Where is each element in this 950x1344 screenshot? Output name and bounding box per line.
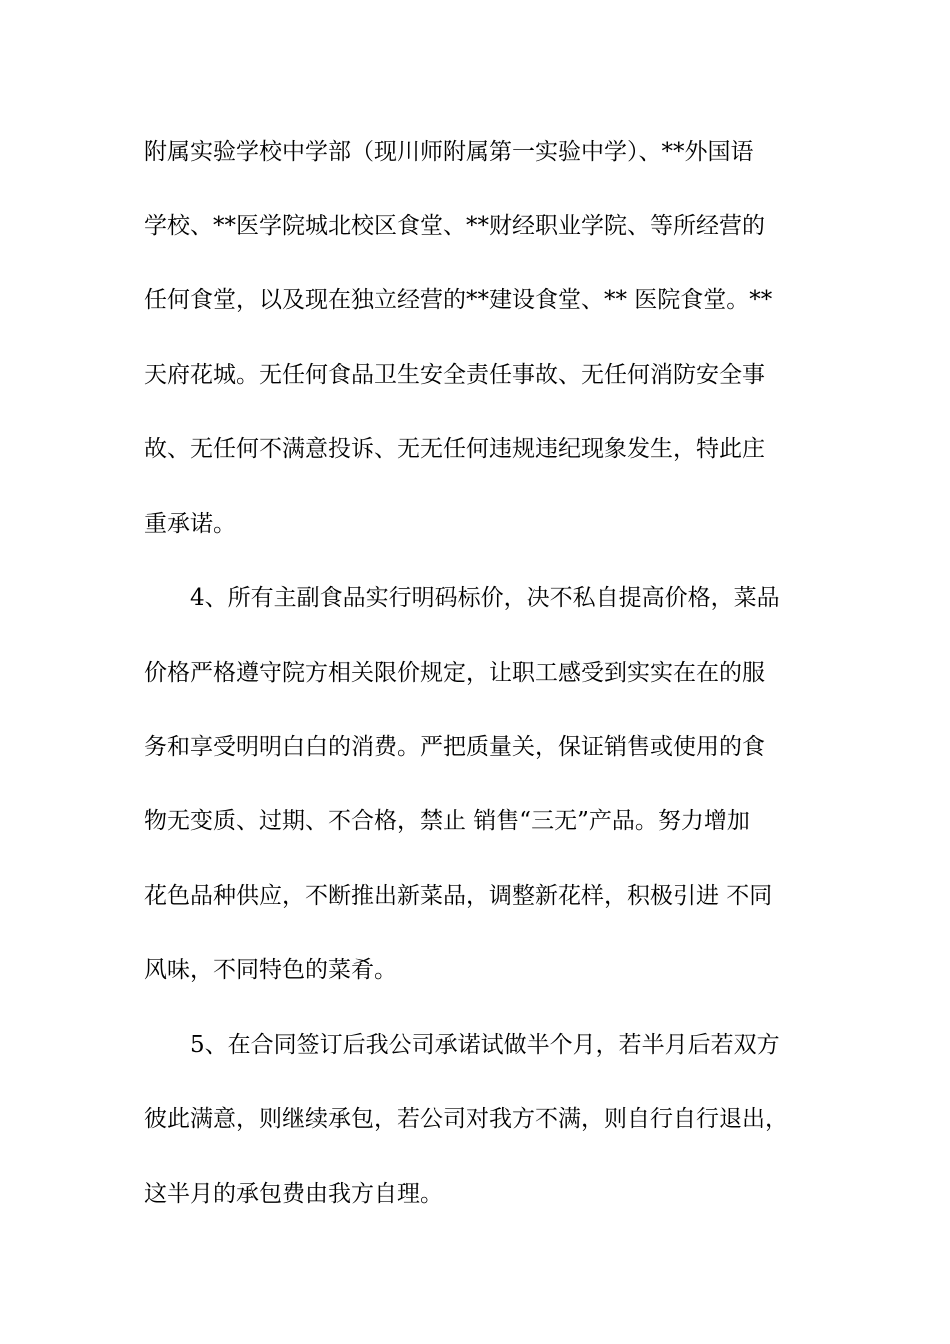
text-line: 彼此满意，则继续承包，若公司对我方不满，则自行自行退出， bbox=[144, 1106, 788, 1132]
text-line: 价格严格遵守院方相关限价规定，让职工感受到实实在在的服 bbox=[144, 660, 765, 686]
text-line: 花色品种供应，不断推出新菜品，调整新花样，积极引进 不同 bbox=[144, 883, 773, 909]
text-line: 天府花城。无任何食品卫生安全责任事故、无任何消防安全事 bbox=[144, 362, 765, 388]
paragraph-4-first-line: 4、所有主副食品实行明码标价，决不私自提高价格，菜品 bbox=[190, 585, 780, 611]
text-line: 重承诺。 bbox=[144, 511, 236, 537]
text-line: 故、无任何不满意投诉、无无任何违规违纪现象发生，特此庄 bbox=[144, 436, 765, 462]
text-line: 学校、**医学院城北校区食堂、**财经职业学院、等所经营的 bbox=[144, 213, 765, 239]
text-line: 务和享受明明白白的消费。严把质量关，保证销售或使用的食 bbox=[144, 734, 765, 760]
text-line: 物无变质、过期、不合格，禁止 销售“三无”产品。努力增加 bbox=[144, 808, 750, 834]
text-line: 这半月的承包费由我方自理。 bbox=[144, 1181, 443, 1207]
paragraph-5-first-line: 5、在合同签订后我公司承诺试做半个月，若半月后若双方 bbox=[190, 1032, 780, 1058]
text-line: 任何食堂，以及现在独立经营的**建设食堂、** 医院食堂。** bbox=[144, 287, 773, 313]
text-line: 附属实验学校中学部（现川师附属第一实验中学）、**外国语 bbox=[144, 139, 754, 165]
text-line: 风味，不同特色的菜肴。 bbox=[144, 957, 397, 983]
